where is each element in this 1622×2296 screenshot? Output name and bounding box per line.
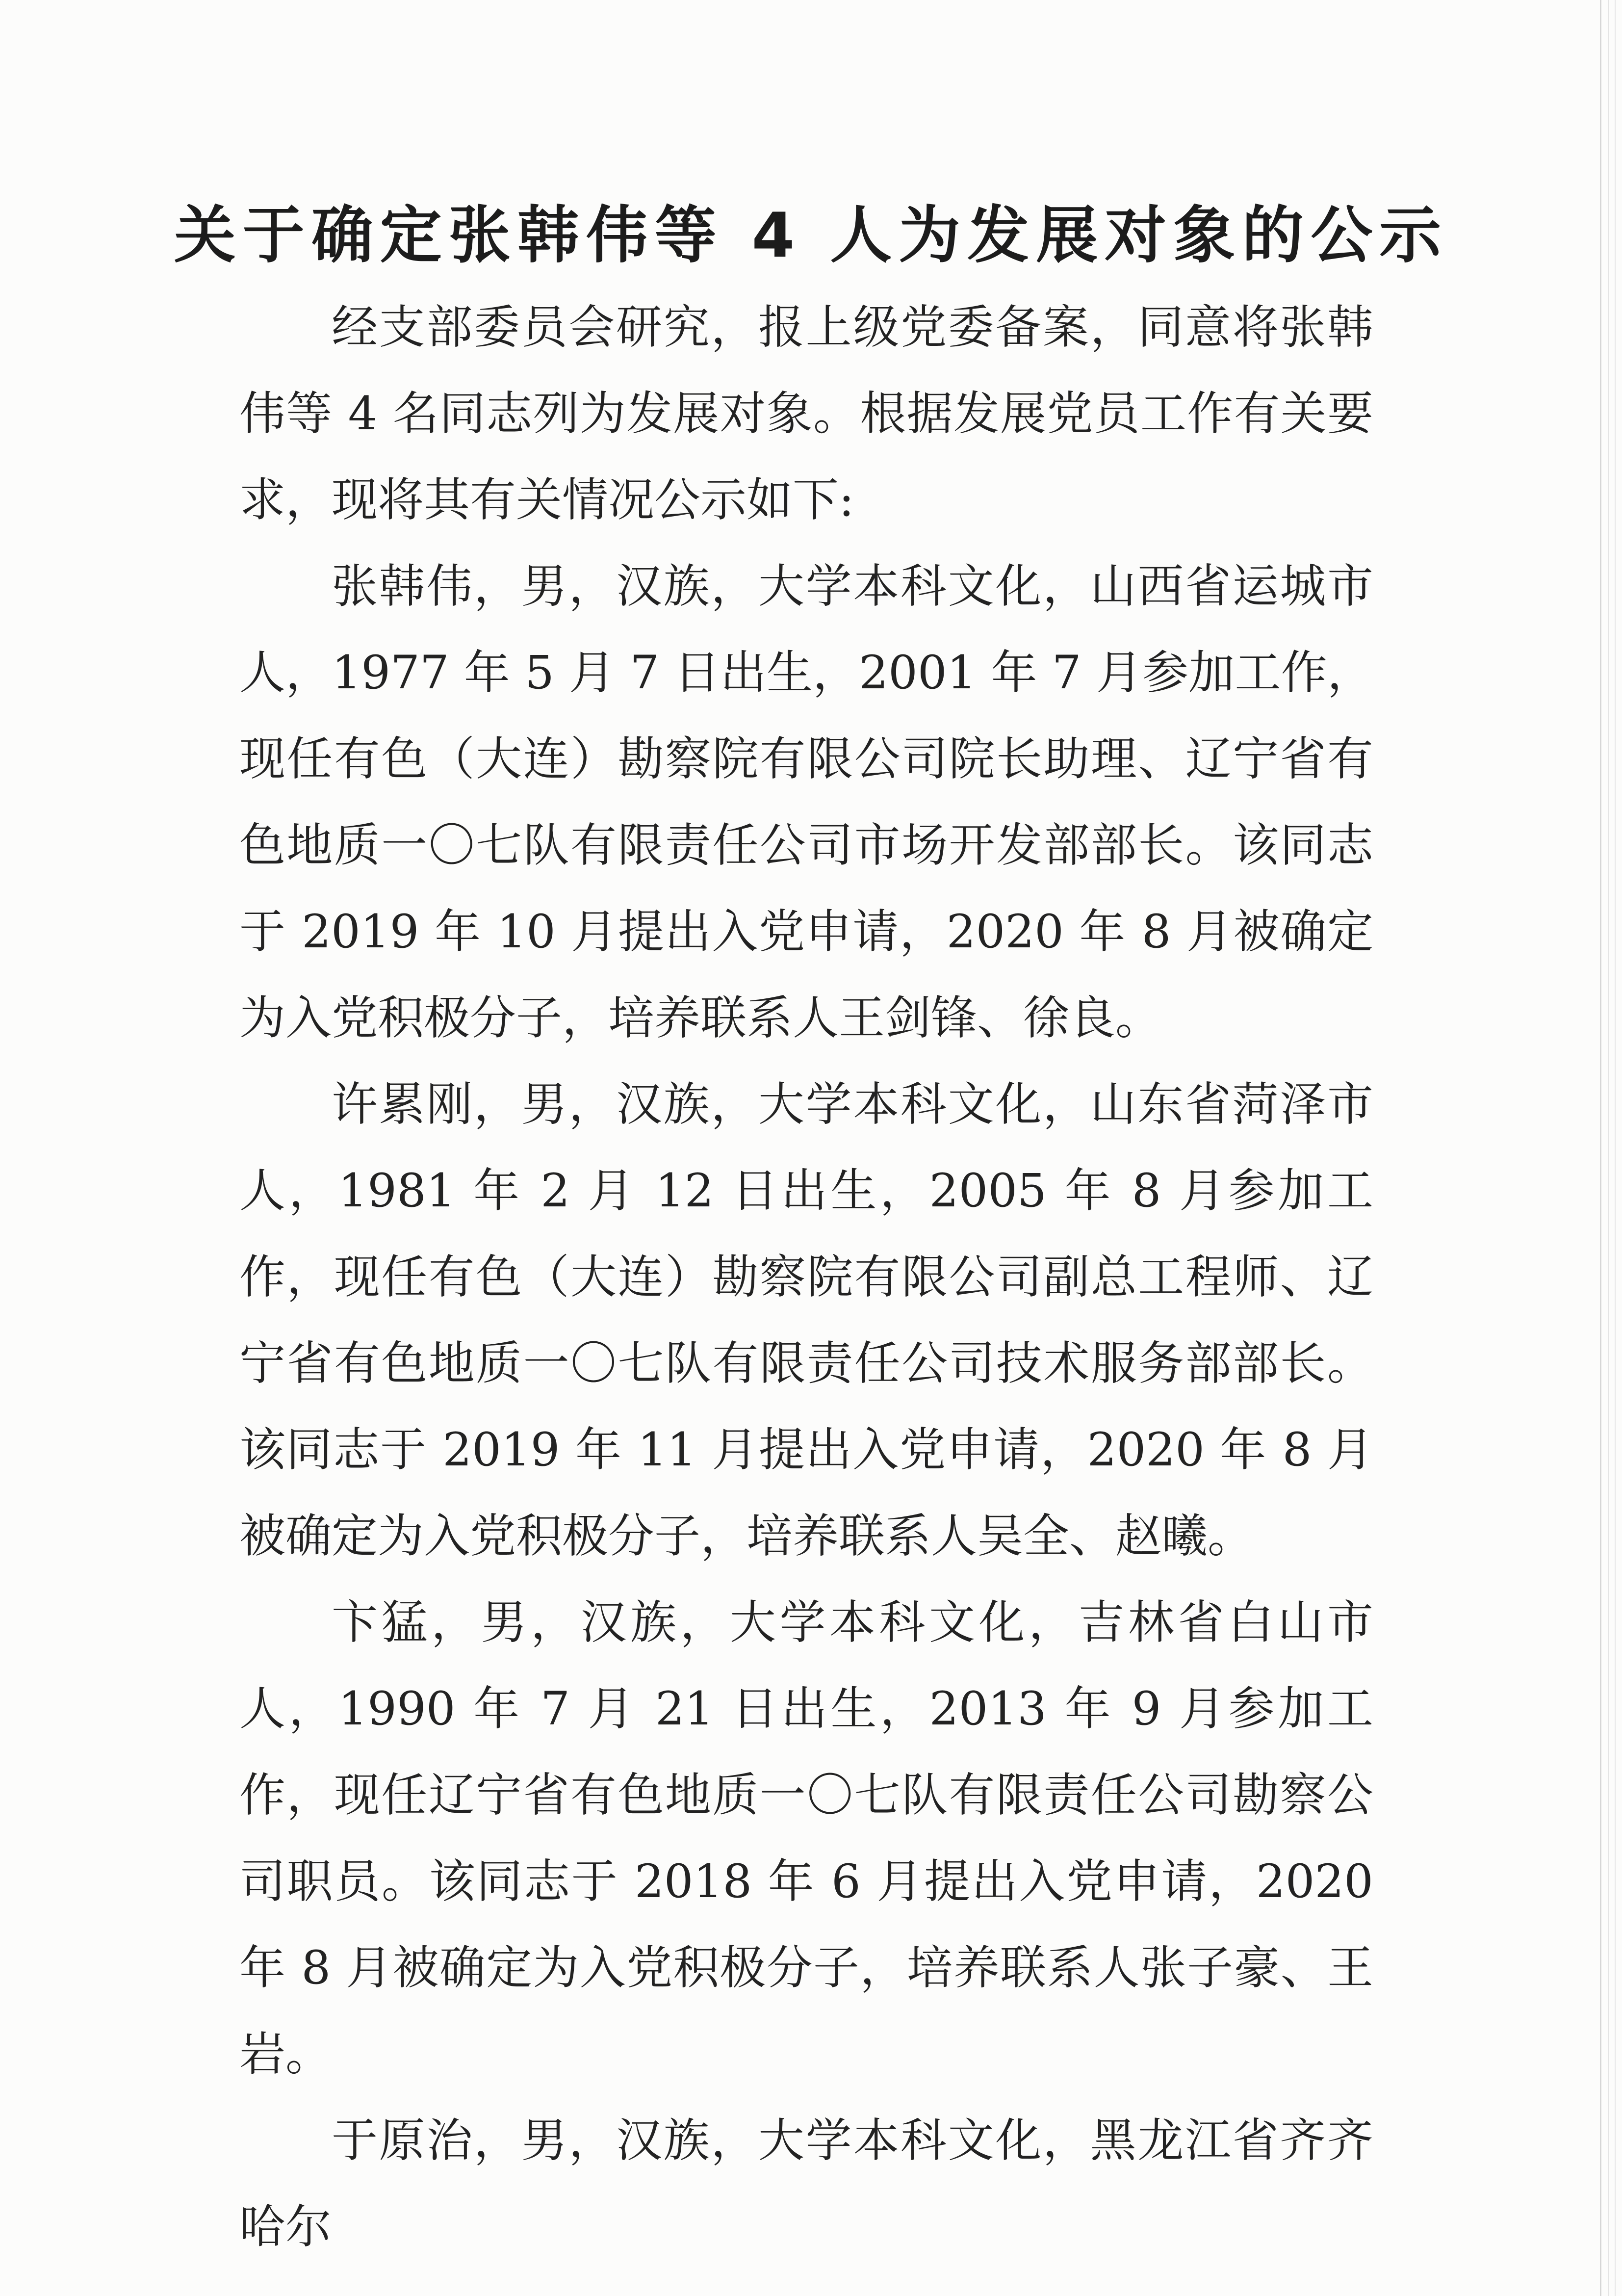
- paragraph-candidate-2: 许累刚，男，汉族，大学本科文化，山东省菏泽市人，1981 年 2 月 12 日出生，2005 年 8 月参加工作，现任有色（大连）勘察院有限公司副总工程师、辽宁省有色地质一〇七队有限责任公司技术服务部部长。该同志于 2019 年 11 月提出入党申请，2020 年 8 月被确定为入党积极分子，培养联系人吴全、赵曦。: [239, 1078, 1373, 1563]
- paragraph-candidate-3: 卞猛，男，汉族，大学本科文化，吉林省白山市人，1990 年 7 月 21 日出生，2013 年 9 月参加工作，现任辽宁省有色地质一〇七队有限责任公司勘察公司职员。该同志于 2018 年 6 月提出入党申请，2020 年 8 月被确定为入党积极分子，培养联系人张子豪、王岩。: [239, 1596, 1373, 2081]
- document-body: [239, 285, 1373, 2270]
- paragraph-candidate-1: 张韩伟，男，汉族，大学本科文化，山西省运城市人，1977 年 5 月 7 日出生，2001 年 7 月参加工作，现任有色（大连）勘察院有限公司院长助理、辽宁省有色地质一〇七队有限责任公司市场开发部部长。该同志于 2019 年 10 月提出入党申请，2020 年 8 月被确定为入党积极分子，培养联系人王剑锋、徐良。: [239, 560, 1373, 1045]
- scan-edge-line: [1615, 0, 1616, 2296]
- document-title: 关于确定张韩伟等 4 人为发展对象的公示: [174, 199, 1448, 271]
- scan-edge-line: [1600, 0, 1601, 2296]
- paragraph-candidate-4: 于原治，男，汉族，大学本科文化，黑龙江省齐齐哈尔: [239, 2114, 1373, 2254]
- paragraph-intro: 经支部委员会研究，报上级党委备案，同意将张韩伟等 4 名同志列为发展对象。根据发展党员工作有关要求，现将其有关情况公示如下:: [239, 301, 1373, 527]
- scan-edge-line: [1608, 0, 1609, 2296]
